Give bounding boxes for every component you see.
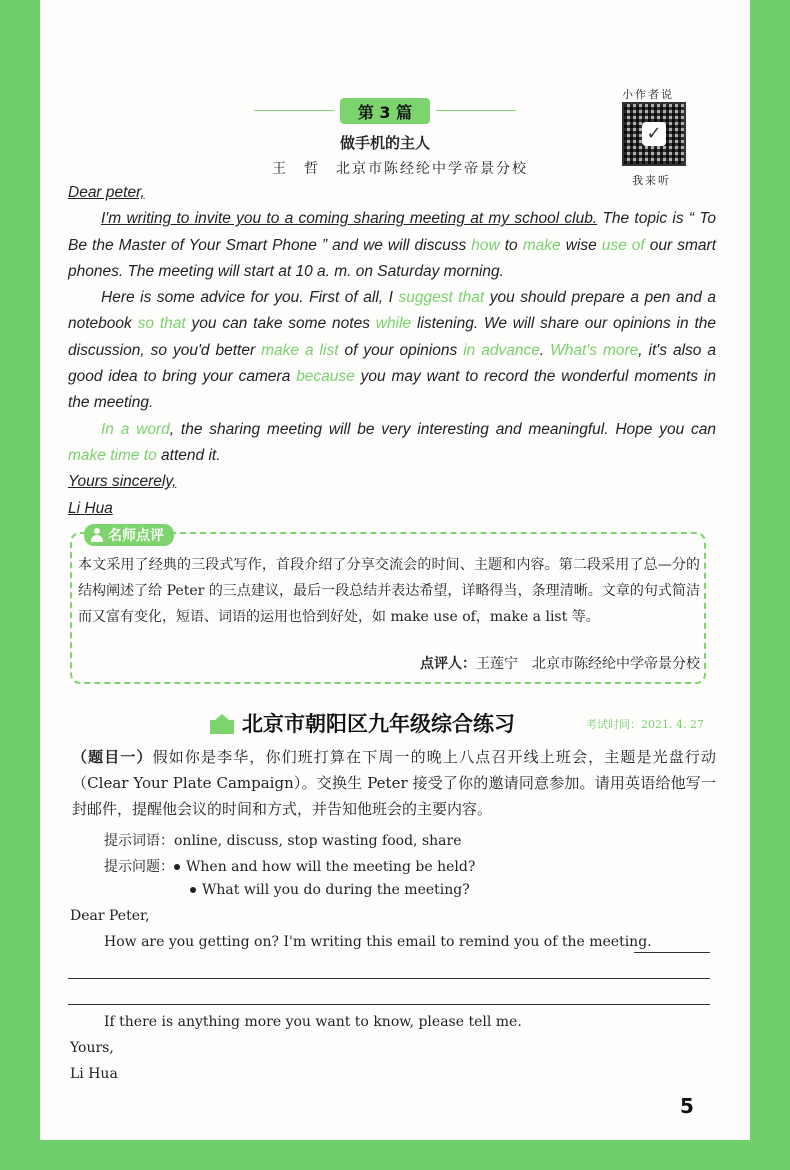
letter-paragraph-1: I'm writing to invite you to a coming sharing meeting at my school club. The topic is “ To Be the Master of Your Smart Phone ” and we will discuss how to make wise use of our smart phones. The meeting will start at 10 a. m. on Saturday morning. bbox=[68, 210, 717, 280]
review-badge-label: 名师点评 bbox=[108, 528, 164, 544]
email-ending: If there is anything more you want to know, please tell me. bbox=[104, 1014, 522, 1030]
letter-closing: Yours sincerely, bbox=[68, 473, 177, 491]
article-title: 做手机的主人 bbox=[339, 134, 430, 152]
teacher-icon bbox=[90, 528, 104, 542]
page bbox=[40, 0, 750, 1140]
section-title: 北京市朝阳区九年级综合练习 bbox=[242, 712, 515, 736]
email-closing: Yours, bbox=[70, 1040, 114, 1056]
letter-paragraph-3: In a word, the sharing meeting will be very interesting and meaningful. Hope you can make time to attend it. bbox=[68, 420, 716, 464]
email-opening: How are you getting on? I'm writing this email to remind you of the meeting. bbox=[104, 934, 652, 950]
model-letter bbox=[68, 180, 716, 522]
check-icon: ✓ bbox=[642, 122, 666, 146]
qr-code-icon[interactable] bbox=[622, 102, 686, 166]
section-header bbox=[210, 708, 515, 738]
email-signature: Li Hua bbox=[70, 1066, 118, 1082]
email-salutation: Dear Peter, bbox=[70, 908, 150, 924]
school-icon bbox=[210, 712, 234, 734]
reviewer: 点评人：王莲宁 北京市陈经纶中学帝景分校 bbox=[420, 656, 700, 672]
letter-greeting: Dear peter, bbox=[68, 184, 145, 201]
article-tag: 第 3 篇 bbox=[340, 98, 430, 124]
article-author: 王 哲 北京市陈经纶中学帝景分校 bbox=[272, 161, 528, 177]
hint-question-2: What will you do during the meeting? bbox=[190, 882, 470, 898]
hint-question-1: 提示问题： When and how will the meeting be held? bbox=[104, 859, 476, 875]
review-text: 本文采用了经典的三段式写作，首段介绍了分享交流会的时间、主题和内容。第二段采用了总—分的结构阐述了给 Peter 的三点建议，最后一段总结并表达希望，详略得当，条理清晰。文章的句式简洁而又富有变化，短语、词语的运用也恰到好处，如 make use of，make a list 等。 bbox=[78, 557, 700, 625]
exam-date: 考试时间：2021. 4. 27 bbox=[586, 718, 704, 731]
page-number: 5 bbox=[680, 1094, 694, 1118]
answer-line-2[interactable] bbox=[68, 1004, 710, 1005]
task-prompt: （题目一）假如你是李华，你们班打算在下周一的晚上八点召开线上班会，主题是光盘行动（Clear Your Plate Campaign）。交换生 Peter 接受了你的邀请同意参加。请用英语给他写一封邮件，提醒他会议的时间和方式，并告知他班会的主要内容。 bbox=[72, 748, 716, 818]
qr-caption-bottom: 我来听 bbox=[632, 174, 671, 187]
review-badge bbox=[84, 524, 174, 546]
answer-line-1[interactable] bbox=[68, 978, 710, 979]
letter-signature: Li Hua bbox=[68, 499, 113, 517]
answer-blank-inline[interactable] bbox=[634, 952, 710, 953]
letter-paragraph-2: Here is some advice for you. First of all, I suggest that you should prepare a pen and a notebook so that you can take some notes while listening. We will share our opinions in the discussion, so you'd better make a list of your opinions in advance. What's more, it's also a good idea to bring your camera because you may want to record the wonderful moments in the meeting. bbox=[68, 289, 716, 412]
qr-caption-top: 小作者说 bbox=[622, 88, 674, 101]
hint-words: 提示词语：online, discuss, stop wasting food, share bbox=[104, 833, 462, 849]
